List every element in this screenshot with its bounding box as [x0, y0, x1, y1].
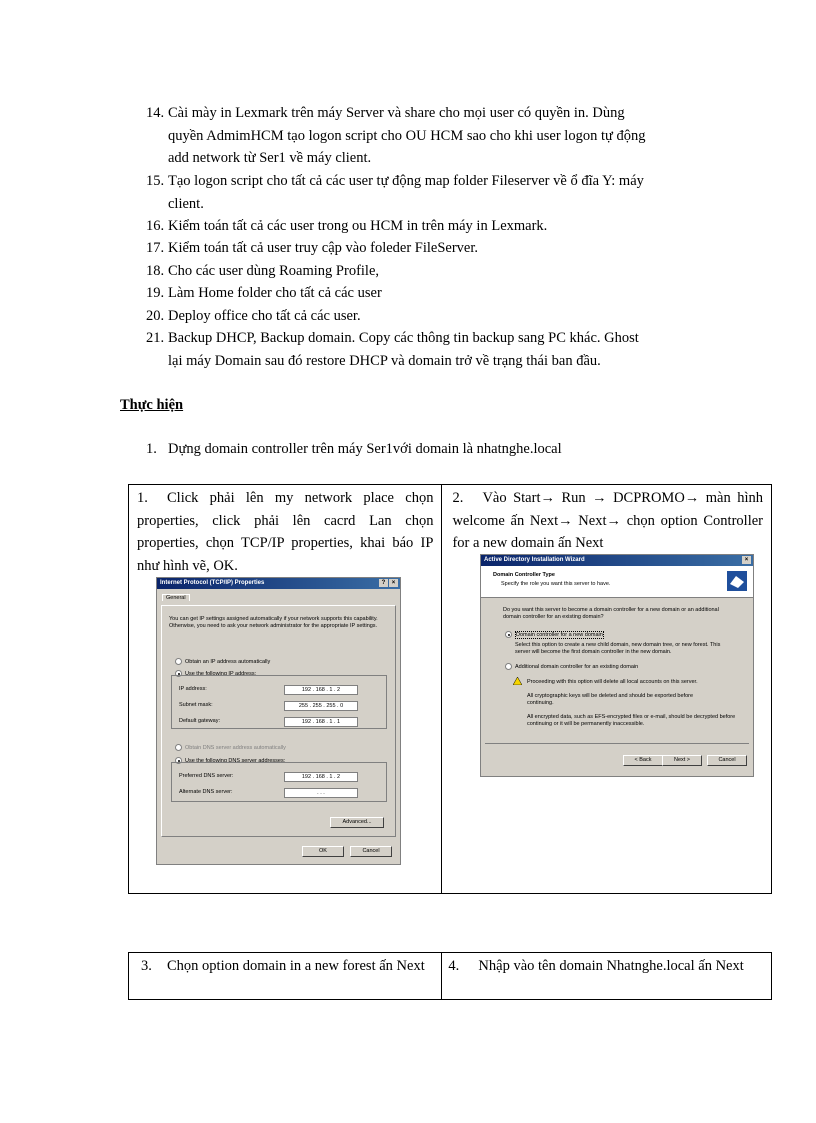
ip-address-label: IP address:	[179, 686, 207, 692]
list-text: Kiểm toán tất cả các user trong ou HCM in trên máy in Lexmark.	[168, 218, 548, 234]
step-cell-4	[442, 953, 772, 1000]
default-gateway-input[interactable]: 192 . 168 . 1 . 1	[284, 717, 358, 727]
list-number: 20.	[146, 308, 165, 324]
warning-text-1: Proceeding with this option will delete all local accounts on this server.	[527, 679, 698, 685]
warning-icon	[513, 677, 522, 685]
section-heading: Thực hiện	[120, 397, 184, 413]
list-text: quyền AdmimHCM tạo logon script cho OU HCM sao cho khi user logon tự động	[168, 127, 646, 144]
list-number: 19.	[146, 285, 165, 301]
radio-label: Use the following DNS server addresses:	[185, 757, 286, 764]
list-item-14	[146, 102, 694, 170]
alternate-dns-input[interactable]: . . .	[284, 788, 358, 798]
radio-label: Domain controller for a new domain	[516, 631, 603, 638]
subnet-mask-input[interactable]: 255 . 255 . 255 . 0	[284, 701, 358, 711]
wizard-question: Do you want this server to become a domain controller for a new domain or an additional domain controller for an existing domain?	[503, 607, 719, 620]
warning-text-3: All encrypted data, such as EFS-encrypted files or e-mail, should be decrypted before continuing or it will be permanently inaccessible.	[527, 714, 736, 727]
list-number: 15.	[146, 173, 165, 189]
list-number: 16.	[146, 218, 165, 234]
warning-text-2: All cryptographic keys will be deleted and should be exported before continuing.	[527, 693, 694, 706]
list-item-20	[146, 305, 694, 328]
list-text: Deploy office cho tất cả các user.	[168, 308, 361, 324]
list-text: Cài mày in Lexmark trên máy Server và share cho mọi user có quyền in. Dùng	[168, 105, 625, 121]
list-item-16	[146, 215, 694, 238]
wizard-header-subtitle: Specify the role you want this server to have.	[501, 581, 611, 587]
cell-text: Chọn option domain in a new forest ấn Next	[167, 958, 425, 974]
radio-icon	[505, 631, 512, 638]
list-text: add network từ Ser1 về máy client.	[168, 150, 372, 166]
radio-new-domain[interactable]	[505, 631, 604, 638]
list-text: Cho các user dùng Roaming Profile,	[168, 263, 380, 279]
step-1	[146, 441, 562, 458]
radio-icon	[175, 744, 182, 751]
list-item-21	[146, 327, 694, 372]
dialog-titlebar	[157, 578, 400, 589]
radio-obtain-ip[interactable]	[175, 658, 270, 665]
help-icon[interactable]: ?	[379, 579, 388, 587]
list-item-19	[146, 282, 694, 305]
list-number: 21.	[146, 330, 165, 346]
cell-text: Vào Start→ Run → DCPROMO→ màn hình welcome ấn Next→ Next→ chọn option Controller for a new domain ấn Next	[452, 490, 763, 551]
step-cell-3	[129, 953, 442, 1000]
list-item-18	[146, 260, 694, 283]
cell-text: Click phải lên my network place chọn properties, click phải lên cacrd Lan chọn properties, chọn TCP/IP properties, khai báo IP như hình vẽ, OK.	[137, 490, 434, 574]
ok-button[interactable]: OK	[302, 846, 344, 857]
list-text: Backup DHCP, Backup domain. Copy các thông tin backup sang PC khác. Ghost	[168, 330, 639, 346]
step-number: 1.	[146, 441, 157, 457]
cell-number: 4.	[448, 958, 460, 974]
radio-label: Use the following IP address:	[185, 670, 257, 677]
cell-number: 1.	[137, 490, 148, 506]
list-text: lại máy Domain sau đó restore DHCP và domain trở về trạng thái ban đầu.	[168, 352, 601, 369]
default-gateway-label: Default gateway:	[179, 718, 220, 724]
radio-icon	[505, 663, 512, 670]
list-number: 17.	[146, 240, 165, 256]
list-text: Kiểm toán tất cả user truy cập vào foleder FileServer.	[168, 240, 479, 256]
wizard-header-title: Domain Controller Type	[493, 572, 555, 578]
cancel-button[interactable]: Cancel	[707, 755, 747, 766]
preferred-dns-input[interactable]: 192 . 168 . 1 . 2	[284, 772, 358, 782]
wizard-logo-icon	[726, 570, 748, 592]
close-icon[interactable]: ×	[742, 556, 751, 564]
radio-label: Obtain an IP address automatically	[185, 658, 271, 665]
radio-icon	[175, 658, 182, 665]
wizard-titlebar	[481, 555, 753, 566]
cancel-button[interactable]: Cancel	[350, 846, 392, 857]
tcpip-properties-dialog	[156, 577, 401, 865]
wizard-divider	[485, 743, 749, 744]
dialog-title: Internet Protocol (TCP/IP) Properties	[160, 580, 265, 586]
steps-table-2	[128, 952, 772, 1000]
ad-installation-wizard	[480, 554, 754, 777]
preferred-dns-label: Preferred DNS server:	[179, 773, 234, 779]
list-number: 18.	[146, 263, 165, 279]
back-button[interactable]: < Back	[623, 755, 663, 766]
radio-label: Obtain DNS server address automatically	[185, 744, 286, 751]
list-text: Tạo logon script cho tất cả các user tự động map folder Fileserver về ổ đĩa Y: máy	[168, 173, 644, 189]
list-item-15	[146, 170, 694, 215]
step-text: Dựng domain controller trên máy Ser1với domain là nhatnghe.local	[168, 441, 562, 457]
advanced-button[interactable]: Advanced...	[330, 817, 384, 828]
radio-additional-dc[interactable]	[505, 663, 638, 670]
list-text: client.	[168, 195, 204, 212]
list-number: 14.	[146, 105, 165, 121]
alternate-dns-label: Alternate DNS server:	[179, 789, 233, 795]
radio-obtain-dns[interactable]	[175, 744, 286, 751]
wizard-title: Active Directory Installation Wizard	[484, 557, 585, 563]
ip-address-input[interactable]: 192 . 168 . 1 . 2	[284, 685, 358, 695]
cell-text: Nhập vào tên domain Nhatnghe.local ấn Next	[478, 958, 744, 974]
intro-text: You can get IP settings assigned automatically if your network supports this capability. Otherwise, you need to ask your network administrator for the appropriate IP settings.	[169, 616, 378, 629]
tab-general[interactable]: General	[162, 594, 190, 601]
list-item-17	[146, 237, 694, 260]
radio-label: Additional domain controller for an existing domain	[515, 663, 639, 670]
cell-number: 3.	[141, 958, 152, 974]
close-icon[interactable]: ×	[389, 579, 398, 587]
wizard-header	[481, 566, 753, 598]
list-text: Làm Home folder cho tất cả các user	[168, 285, 382, 301]
subnet-mask-label: Subnet mask:	[179, 702, 213, 708]
cell-number: 2.	[452, 490, 464, 506]
next-button[interactable]: Next >	[662, 755, 702, 766]
option1-description: Select this option to create a new child domain, new domain tree, or new forest. This server will become the first domain controller in the new domain.	[515, 642, 721, 655]
